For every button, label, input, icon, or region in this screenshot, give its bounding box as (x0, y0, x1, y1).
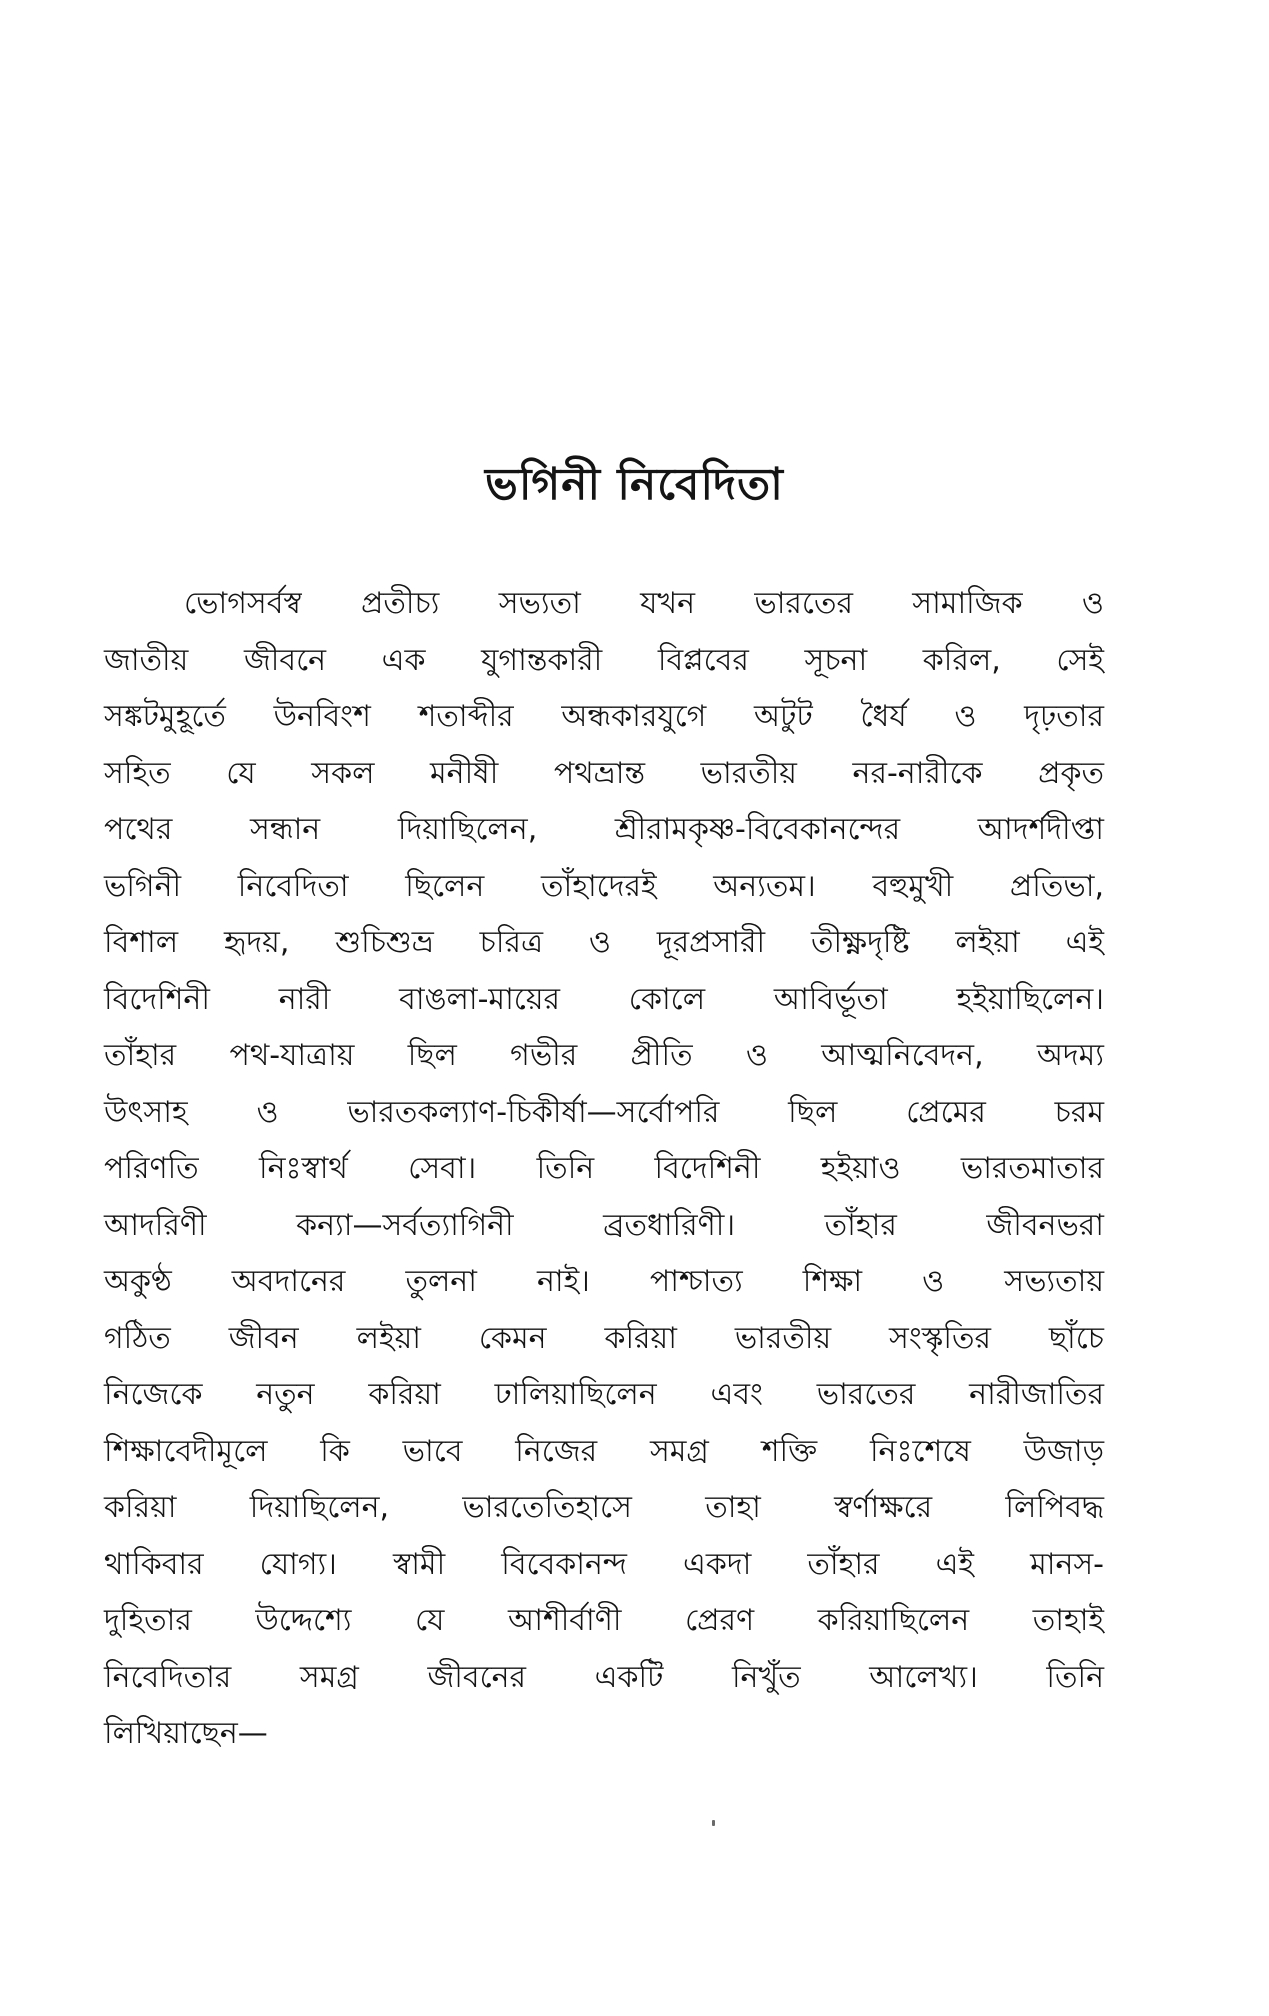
text-line-12: আদরিণী কন্যা—সর্বত্যাগিনী ব্রতধারিণী। তাঁহার জীবনভরা (104, 1207, 1104, 1243)
text-line-7: বিশাল হৃদয়, শুচিশুভ্র চরিত্র ও দূরপ্রসারী তীক্ষ্ণদৃষ্টি লইয়া এই (104, 925, 1104, 960)
text-line-17: করিয়া দিয়াছিলেন, ভারতেতিহাসে তাহা স্বর্ণাক্ষরে লিপিবদ্ধ (104, 1490, 1104, 1525)
text-line-20: নিবেদিতার সমগ্র জীবনের একটি নিখুঁত আলেখ্য। তিনি (104, 1659, 1104, 1695)
body-paragraph (104, 576, 1104, 1763)
text-line-2: জাতীয় জীবনে এক যুগান্তকারী বিপ্লবের সূচনা করিল, সেই (104, 642, 1104, 678)
text-line-18: থাকিবার যোগ্য। স্বামী বিবেকানন্দ একদা তাঁহার এই মানস- (104, 1546, 1104, 1582)
text-line-19: দুহিতার উদ্দেশ্যে যে আশীর্বাণী প্রেরণ করিয়াছিলেন তাহাই (104, 1603, 1104, 1638)
text-line-9: তাঁহার পথ-যাত্রায় ছিল গভীর প্রীতি ও আত্মনিবেদন, অদম্য (104, 1038, 1104, 1073)
text-line-4: সহিত যে সকল মনীষী পথভ্রান্ত ভারতীয় নর-নারীকে প্রকৃত (104, 755, 1104, 791)
text-line-1: ভোগসর্বস্ব প্রতীচ্য সভ্যতা যখন ভারতের সামাজিক ও (184, 586, 1104, 621)
chapter-title: ভগিনী নিবেদিতা (485, 459, 784, 510)
text-line-11: পরিণতি নিঃস্বার্থ সেবা। তিনি বিদেশিনী হইয়াও ভারতমাতার (104, 1151, 1104, 1186)
text-line-6: ভগিনী নিবেদিতা ছিলেন তাঁহাদেরই অন্যতম। বহুমুখী প্রতিভা, (104, 868, 1104, 904)
print-speck (712, 1820, 715, 1826)
text-line-21: লিখিয়াছেন— (104, 1716, 268, 1751)
text-line-3: সঙ্কটমুহূর্তে উনবিংশ শতাব্দীর অন্ধকারযুগে অটুট ধৈর্য ও দৃঢ়তার (104, 699, 1104, 734)
text-line-8: বিদেশিনী নারী বাঙলা-মায়ের কোলে আবির্ভূতা হইয়াছিলেন। (104, 981, 1104, 1017)
text-line-16: শিক্ষাবেদীমূলে কি ভাবে নিজের সমগ্র শক্তি নিঃশেষে উজাড় (104, 1433, 1104, 1469)
text-line-13: অকুণ্ঠ অবদানের তুলনা নাই। পাশ্চাত্য শিক্ষা ও সভ্যতায় (104, 1264, 1104, 1299)
text-line-5: পথের সন্ধান দিয়াছিলেন, শ্রীরামকৃষ্ণ-বিবেকানন্দের আদর্শদীপ্তা (104, 812, 1104, 847)
text-line-15: নিজেকে নতুন করিয়া ঢালিয়াছিলেন এবং ভারতের নারীজাতির (104, 1377, 1104, 1412)
text-line-10: উৎসাহ ও ভারতকল্যাণ-চিকীর্ষা—সর্বোপরি ছিল প্রেমের চরম (104, 1094, 1104, 1130)
text-line-14: গঠিত জীবন লইয়া কেমন করিয়া ভারতীয় সংস্কৃতির ছাঁচে (104, 1320, 1104, 1356)
